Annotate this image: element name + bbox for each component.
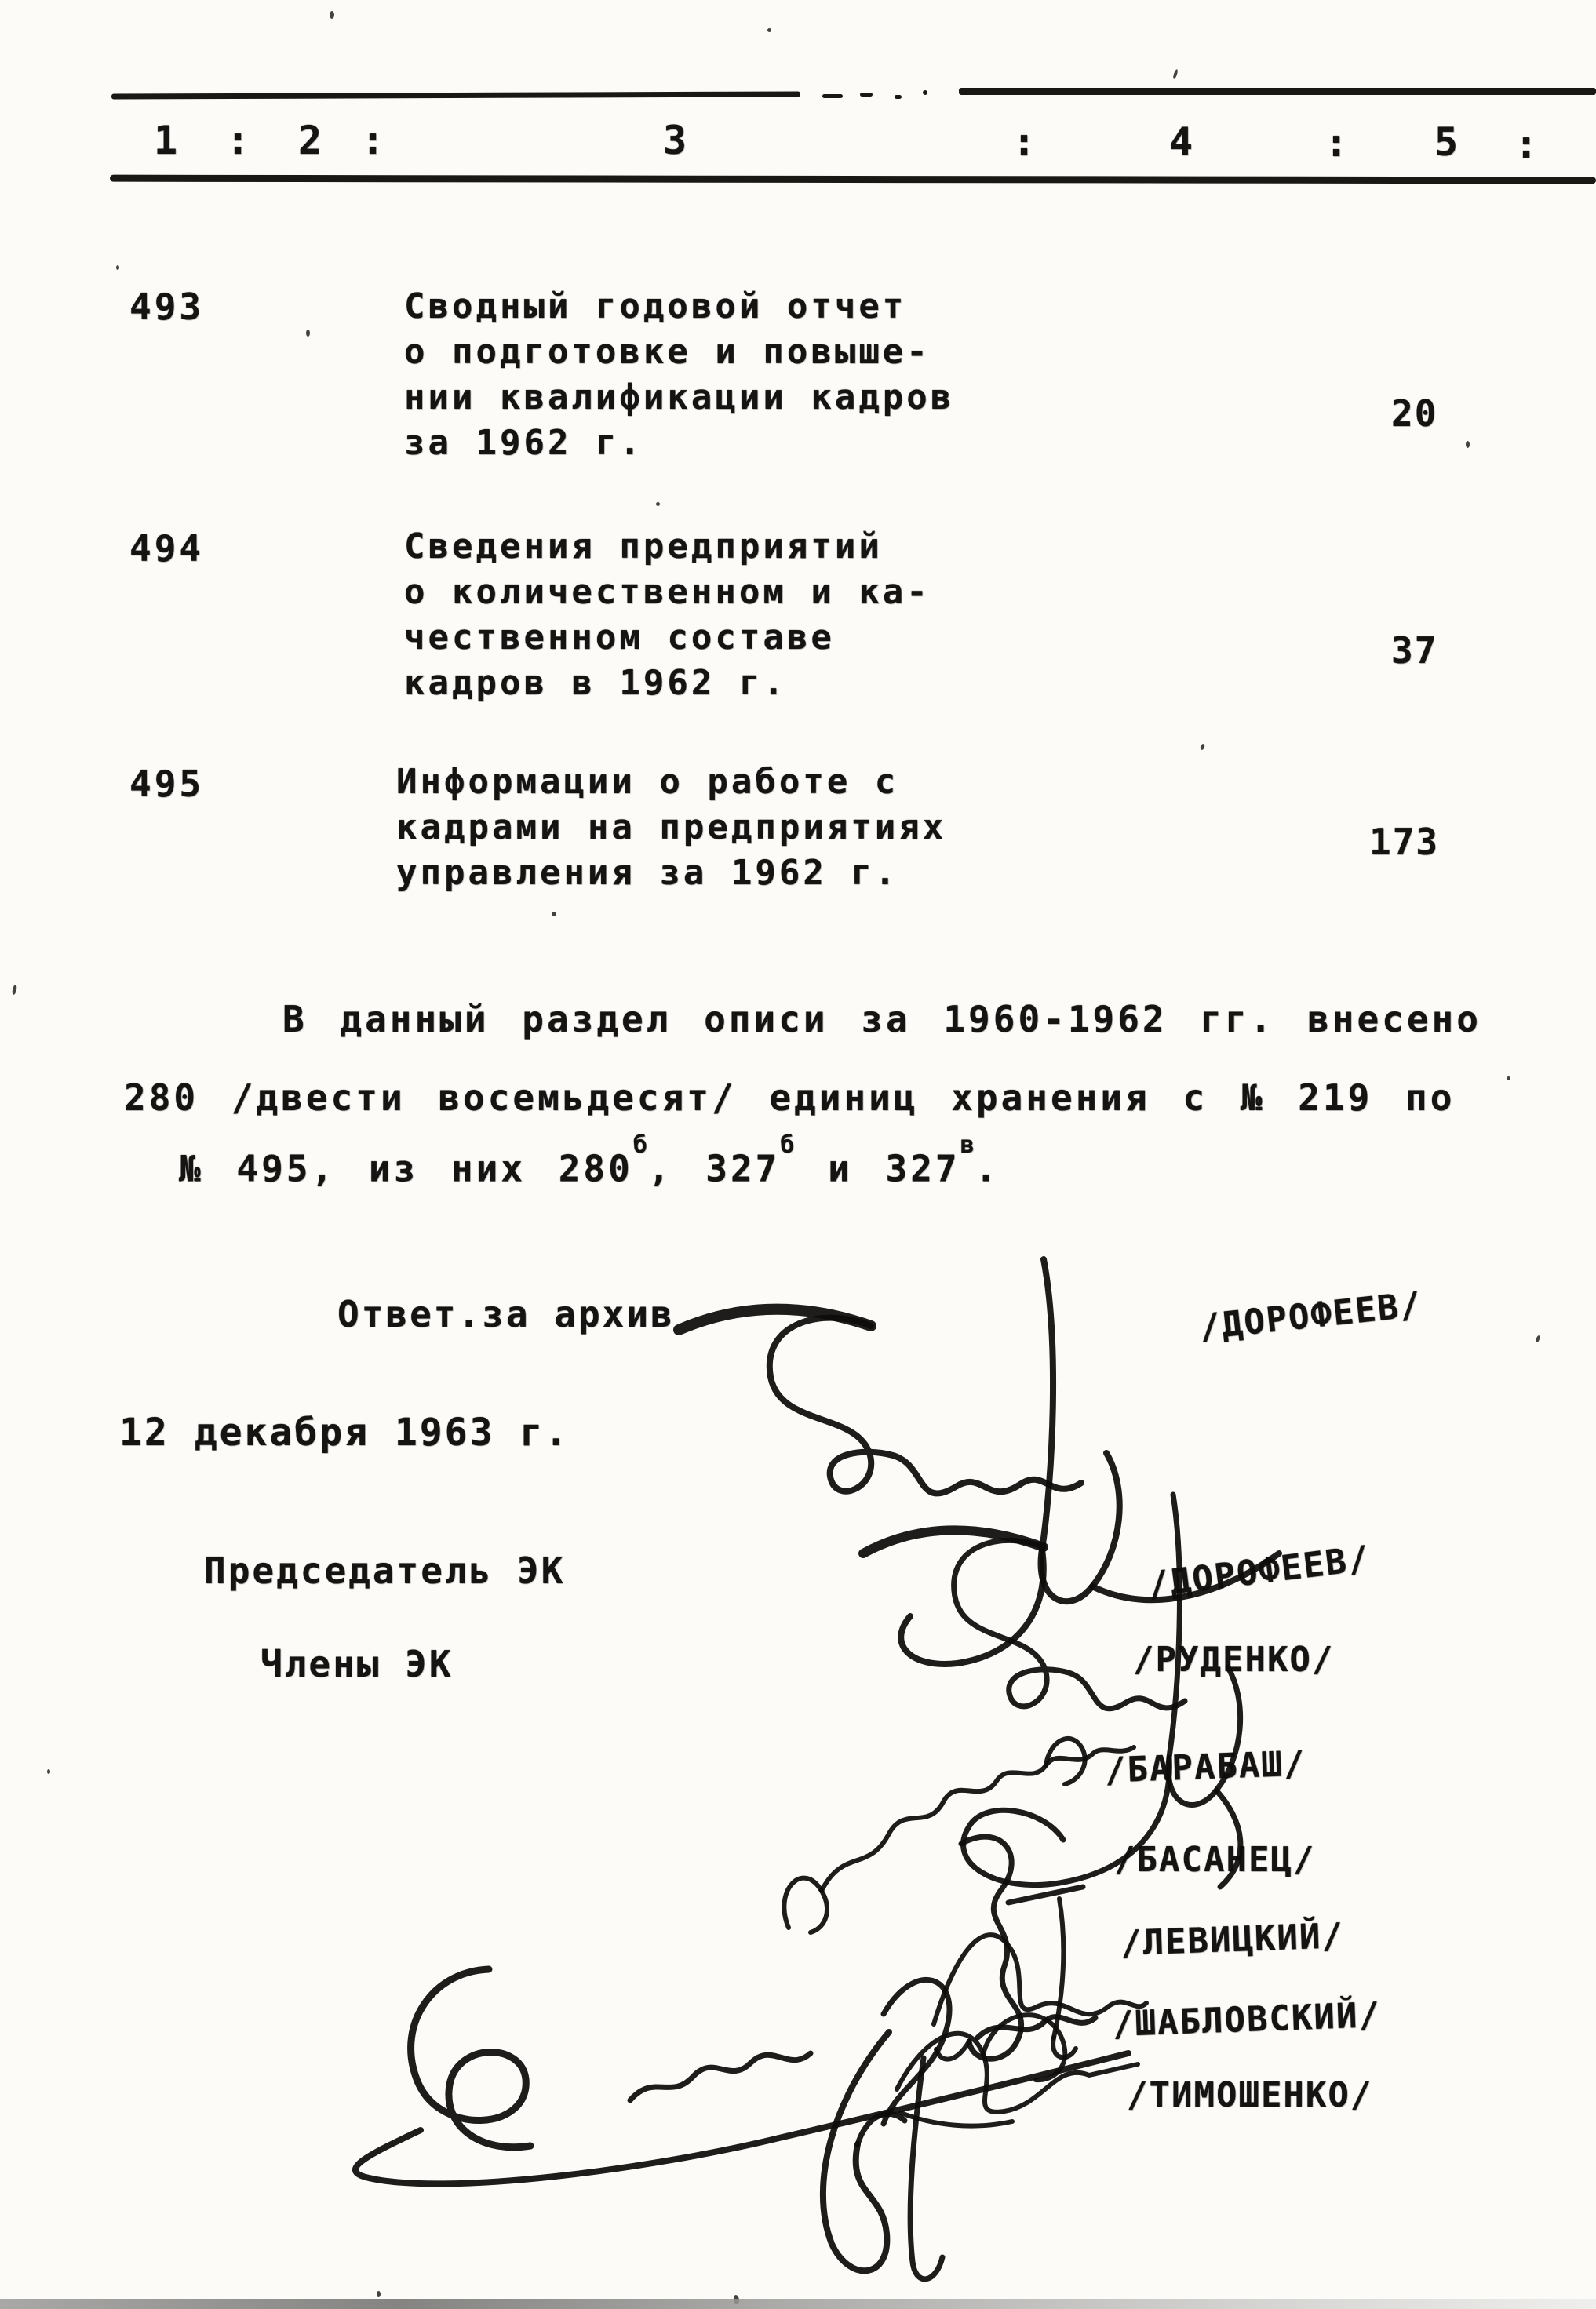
scan-speck xyxy=(656,502,660,506)
table-top-rule-right xyxy=(959,88,1596,95)
row-493-title-line: нии квалификации кадров xyxy=(404,377,955,417)
row-493-title-line: за 1962 г. xyxy=(404,423,643,463)
row-493-sheet-count: 20 xyxy=(1391,392,1438,435)
scan-speck xyxy=(377,2291,381,2297)
column-header-5: 5 xyxy=(1434,119,1461,165)
row-495-sheet-count: 173 xyxy=(1369,821,1440,863)
table-top-rule-dash-4 xyxy=(923,90,927,95)
superscript-v: в xyxy=(960,1131,975,1159)
column-header-2: 2 xyxy=(298,118,325,163)
member-typed-name-rudenko: /РУДЕНКО/ xyxy=(1133,1640,1335,1680)
table-top-rule-dash-1 xyxy=(822,94,843,98)
scan-speck xyxy=(552,912,556,916)
scan-speck xyxy=(12,985,18,996)
member-typed-name-basanets: /БАСАНЕЦ/ xyxy=(1114,1840,1316,1880)
summary-line-2: 280 /двести восемьдесят/ единиц хранения с № 219 по xyxy=(124,1076,1456,1119)
scan-speck xyxy=(1507,1076,1510,1080)
column-header-3: 3 xyxy=(663,118,690,163)
scan-speck xyxy=(1536,1335,1540,1343)
row-495-title-line: Информации о работе с xyxy=(396,762,899,802)
member-typed-name-levitsky: /ЛЕВИЦКИЙ/ xyxy=(1120,1916,1345,1964)
row-494-title-line: кадров в 1962 г. xyxy=(404,663,787,703)
scan-speck xyxy=(47,1769,50,1774)
member-typed-name-timoshenko: /ТИМОШЕНКО/ xyxy=(1127,2075,1373,2115)
signature-timoshenko xyxy=(773,2005,1016,2299)
summary-line-3-text: № 495, из них 280 xyxy=(179,1147,633,1190)
column-separator-colon: : xyxy=(226,118,253,163)
document-date: 12 декабря 1963 г. xyxy=(119,1411,570,1455)
row-493-title xyxy=(404,284,954,466)
column-header-4: 4 xyxy=(1169,119,1196,165)
chairman-typed-name: /ДОРОФЕЕВ/ xyxy=(1145,1538,1372,1606)
row-494-title-line: чественном составе xyxy=(404,617,835,657)
row-493-title-line: о подготовке и повыше- xyxy=(404,332,931,372)
row-493-title-line: Сводный годовой отчет xyxy=(404,286,907,326)
scan-speck xyxy=(330,11,334,19)
row-495-title-line: кадрами на предприятиях xyxy=(396,807,947,847)
chairman-label: Председатель ЭК xyxy=(204,1550,566,1592)
row-494-title-line: о количественном и ка- xyxy=(404,572,931,612)
scan-speck xyxy=(116,265,119,270)
scan-speck xyxy=(1466,441,1470,448)
column-separator-colon: : xyxy=(1325,120,1351,166)
row-494-title xyxy=(404,524,931,706)
table-top-rule-dash-2 xyxy=(860,93,873,97)
table-top-rule-left xyxy=(111,91,800,99)
row-494-sheet-count: 37 xyxy=(1391,629,1438,672)
column-separator-colon: : xyxy=(1012,119,1039,165)
row-493-number: 493 xyxy=(129,286,205,328)
table-header-underline xyxy=(110,175,1596,184)
row-494-number: 494 xyxy=(129,527,205,570)
row-494-title-line: Сведения предприятий xyxy=(404,526,883,566)
summary-line-3 xyxy=(179,1131,1000,1190)
archive-keeper-typed-name: /ДОРОФЕЕВ/ xyxy=(1197,1284,1424,1348)
summary-line-3-text: . xyxy=(975,1147,1000,1190)
row-495-title xyxy=(396,759,946,896)
row-495-title-line: управления за 1962 г. xyxy=(396,853,899,893)
member-typed-name-shablovsky: /ШАБЛОВСКИЙ/ xyxy=(1112,1995,1382,2045)
summary-line-3-text: , 327 xyxy=(647,1147,781,1190)
scan-speck xyxy=(767,28,771,32)
table-top-rule-dash-3 xyxy=(895,95,902,99)
superscript-b: б xyxy=(632,1131,648,1159)
summary-line-1: В данный раздел описи за 1960-1962 гг. внесено xyxy=(282,998,1481,1040)
row-495-number: 495 xyxy=(129,763,205,805)
column-header-1: 1 xyxy=(154,118,180,163)
scan-speck xyxy=(1200,743,1205,750)
member-typed-name-barabash: /БАРАБАШ/ xyxy=(1104,1743,1307,1791)
column-separator-colon: : xyxy=(1514,122,1541,167)
archive-keeper-label: Ответ.за архив xyxy=(337,1293,675,1335)
scan-speck xyxy=(306,330,310,337)
scan-speck xyxy=(1172,69,1179,80)
superscript-b: б xyxy=(780,1131,796,1159)
summary-line-3-text: и 327 xyxy=(795,1147,960,1190)
scan-bottom-edge-shadow xyxy=(0,2299,1596,2309)
column-separator-colon: : xyxy=(361,118,388,163)
members-label: Члены ЭК xyxy=(261,1643,454,1685)
